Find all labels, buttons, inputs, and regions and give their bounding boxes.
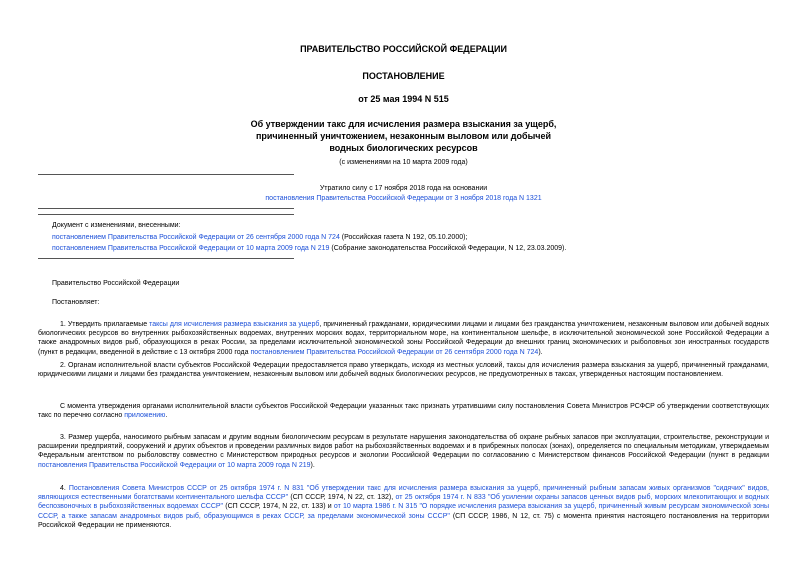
lapsed-decree-link[interactable]: постановления Правительства Российской Федерации от 3 ноября 2018 года N 1321 — [265, 195, 542, 202]
title-line-1: Об утверждении такс для исчисления размера взыскания за ущерб, — [250, 119, 557, 129]
appendix-link[interactable]: приложению — [124, 412, 166, 420]
fee-schedule-link[interactable]: таксы для исчисления размера взыскания за ущерб — [149, 321, 320, 328]
p3-amendment-link[interactable]: постановления Правительства Российской Федерации от 10 марта 2009 года N 219 — [38, 461, 311, 469]
p1-amendment-link[interactable]: постановлением Правительства Российской Федерации от 26 сентября 2000 года N 724 — [250, 348, 539, 356]
paragraph-1: 1. Утвердить прилагаемые таксы для исчисления размера взыскания за ущерб, причиненный гражданами, юридическими лицами и лицами без гражданства уничтожением, незаконным выловом или добычей водных биологических ресурсов во внутренних рыбохозяйственных водоемах, внутренних морских водах, территориальном море, на континентальном шельфе, в исключительной экономической зоне Российской Федерации а также анадромных видов рыб, образующихся в реках России, за пределами исключительной экономической зоны Российской Федерации до внешних границ экономических и рыболовных зон иностранных государств (пункт в редакции, введенной в действие с 13 октября 2000 года постановлением Правительства Российской Федерации от 26 сентября 2000 года N 724). — [38, 321, 769, 356]
change-link-2009[interactable]: постановлением Правительства Российской Федерации от 10 марта 2009 года N 219 — [52, 245, 330, 252]
ussr-decree-831-link[interactable]: Постановления Совета Министров СССР от 25 октября 1974 г. N 831 "Об утверждении такс для исчисления размера взыскания за ущерб, причиненный рыбным запасам живых организмов "сидячих" видов, являющихся естественными богатствами континентального шельфа СССР" — [38, 485, 769, 502]
change-item-2: постановлением Правительства Российской Федерации от 10 марта 2009 года N 219 (Собрание законодательства Российской Федерации, N 12, 23.03.2009). — [52, 245, 567, 252]
paragraph-2: 2. Органам исполнительной власти субъектов Российской Федерации предоставляется право утверждать, исходя из местных условий, таксы для исчисления размера взыскания за ущерб, причиненный гражданами, юридическими лицами и лицами без гражданства уничтожением, незаконным выловом или добычей водных биологических ресурсов, не предусмотренных в таксах, утвержденных настоящим постановлением. — [38, 362, 769, 379]
divider — [38, 214, 294, 215]
paragraph-2-continued: С момента утверждения органами исполнительной власти субъектов Российской Федерации указанных такс признать утратившими силу постановления Совета Министров РСФСР об утверждении соответствующих такс по перечню согласно приложению. — [38, 403, 769, 420]
amendments-note: (с изменениями на 10 марта 2009 года) — [339, 159, 468, 166]
lapsed-notice: Утратило силу с 17 ноября 2018 года на основании — [319, 185, 488, 192]
paragraph-3: 3. Размер ущерба, наносимого рыбным запасам и другим водным биологическим ресурсам в результате нарушения законодательства об охране рыбных запасов при эксплуатации, строительстве, реконструкции и расширении предприятий, сооружений и других объектов и проведении различных видов работ на рыбохозяйственных водоемах и в прибрежных полосах (зонах), определяется по специальным методикам, утверждаемым Федеральным агентством по рыболовству совместно с Министерством природных ресурсов и экологии Российской Федерации по согласованию с Министерством финансов Российской Федерации (пункт в редакции постановления Правительства Российской Федерации от 10 марта 2009 года N 219). — [38, 434, 769, 469]
government-heading: ПРАВИТЕЛЬСТВО РОССИЙСКОЙ ФЕДЕРАЦИИ — [300, 44, 507, 54]
change-item-1: постановлением Правительства Российской Федерации от 26 сентября 2000 года N 724 (Российская газета N 192, 05.10.2000); — [52, 234, 468, 241]
paragraph-4: 4. Постановления Совета Министров СССР от 25 октября 1974 г. N 831 "Об утверждении такс для исчисления размера взыскания за ущерб, причиненный рыбным запасам живых организмов "сидячих" видов, являющихся естественными богатствами континентального шельфа СССР" (СП СССР, 1974, N 22, ст. 132), от 25 октября 1974 г. N 833 "Об усилении охраны запасов ценных видов рыб, морских млекопитающих и водных беспозвоночных в рыбохозяйственных водоемах СССР" (СП СССР, 1974, N 22, ст. 133) и от 10 марта 1986 г. N 315 "О порядке исчисления размера взыскания за ущерб, причиненный живым ресурсам экономической зоны СССР, а также запасам анадромных видов рыб, образующимся в реках СССР, за пределами экономической зоны СССР" (СП СССР, 1986, N 12, ст. 75) с момента принятия настоящего постановления на территории Российской Федерации не применяются. — [38, 485, 770, 529]
divider — [38, 174, 294, 175]
changes-intro: Документ с изменениями, внесенными: — [52, 222, 181, 229]
title-line-3: водных биологических ресурсов — [329, 143, 478, 153]
divider — [38, 208, 294, 209]
title-line-2: причиненный уничтожением, незаконным выловом или добычей — [255, 131, 552, 141]
divider — [38, 258, 294, 259]
change-link-2000[interactable]: постановлением Правительства Российской Федерации от 26 сентября 2000 года N 724 — [52, 234, 340, 241]
decrees-label: Постановляет: — [52, 299, 100, 306]
document-type-heading: ПОСТАНОВЛЕНИЕ — [362, 71, 445, 81]
document-title — [0, 118, 807, 154]
issuer: Правительство Российской Федерации — [52, 280, 180, 287]
ussr-decree-833-link[interactable]: от 25 октября 1974 г. N 833 "Об усилении охраны запасов ценных видов рыб, морских млекопитающих и водных беспозвоночных в рыбохозяйственных водоемах СССР" — [38, 494, 769, 511]
document-date-number: от 25 мая 1994 N 515 — [358, 94, 449, 104]
ussr-decree-315-link[interactable]: от 10 марта 1986 г. N 315 "О порядке исчисления размера взыскания за ущерб, причиненный живым ресурсам экономической зоны СССР, а также запасам анадромных видов рыб, образующимся в реках СССР, за пределами экономической зоны СССР" — [38, 503, 769, 520]
